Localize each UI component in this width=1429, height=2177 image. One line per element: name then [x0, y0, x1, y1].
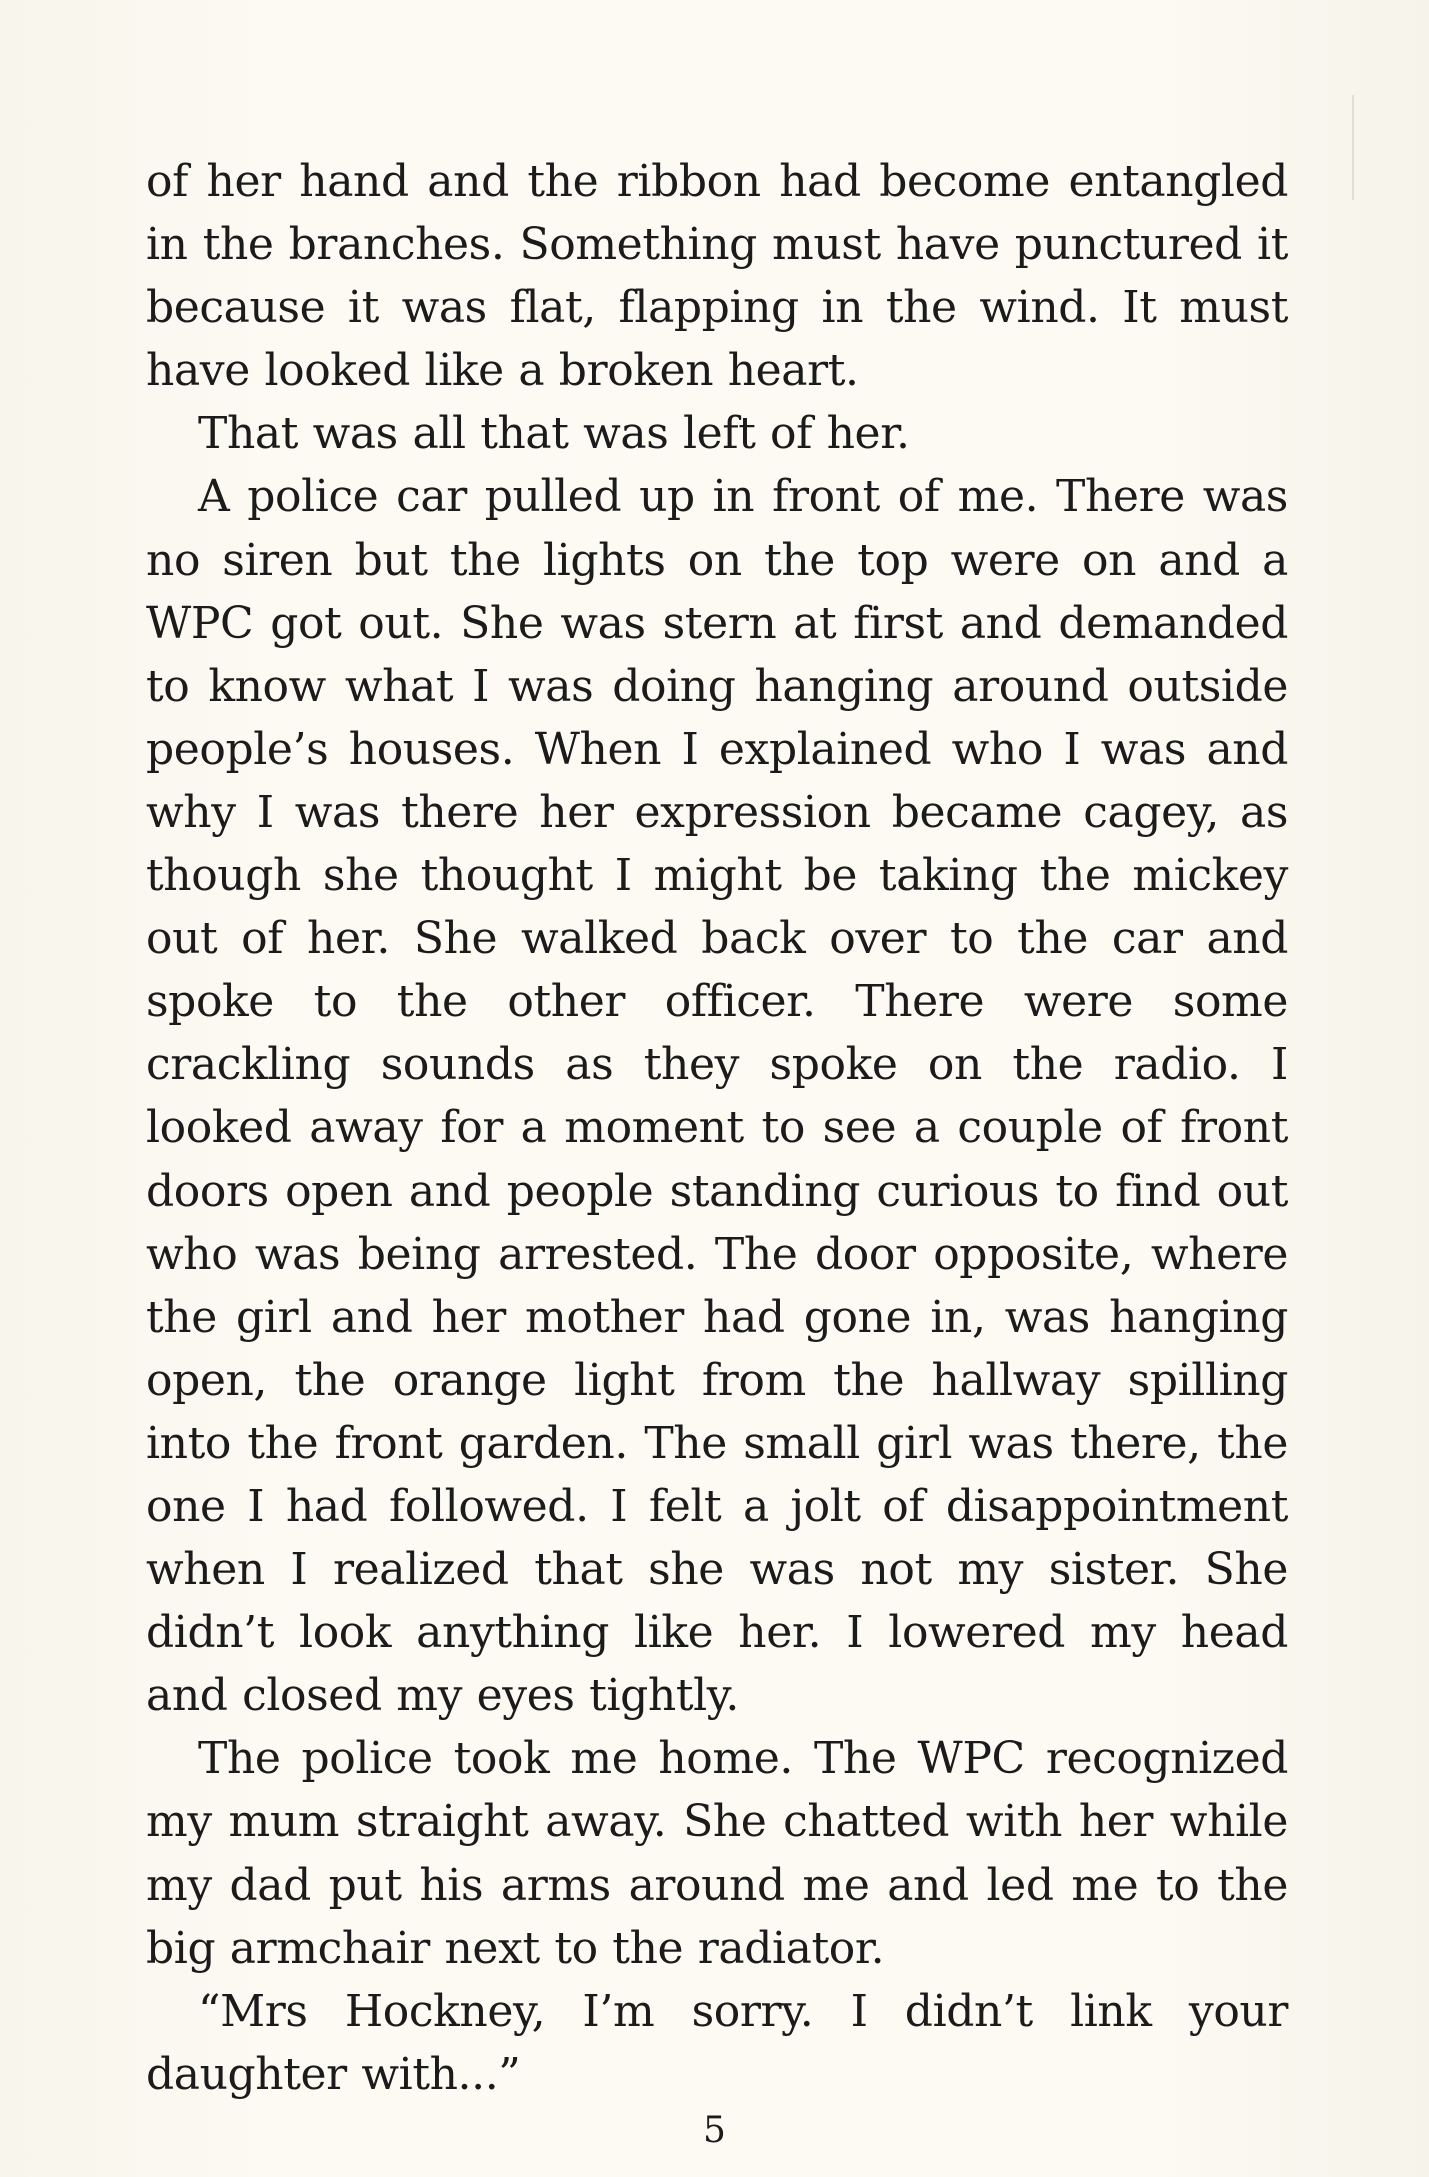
paragraph-4: The police took me home. The WPC recognized my mum straight away. She chatted with her while my dad put his arms around me and led me to the big armchair next to the radiator.	[146, 1733, 1288, 1974]
page-edge-shadow	[1352, 95, 1354, 200]
page-number: 5	[703, 2110, 726, 2151]
body-text	[146, 150, 1288, 2106]
paragraph-5: “Mrs Hockney, I’m sorry. I didn’t link your daughter with...”	[146, 1985, 1288, 2100]
paragraph-2: That was all that was left of her.	[198, 408, 910, 460]
paragraph-3: A police car pulled up in front of me. There was no siren but the lights on the top were on and a WPC got out. She was stern at first and demanded to know what I was doing hanging around outside people’s houses. When I explained who I was and why I was there her expression became cagey, as though she thought I might be taking the mickey out of her. She walked back over to the car and spoke to the other officer. There were some crackling sounds as they spoke on the radio. I looked away for a moment to see a couple of front doors open and people standing curious to find out who was being arrested. The door opposite, where the girl and her mother had gone in, was hanging open, the orange light from the hallway spilling into the front garden. The small girl was there, the one I had followed. I felt a jolt of disappointment when I realized that she was not my sister. She didn’t look anything like her. I lowered my head and closed my eyes tightly.	[146, 471, 1288, 1722]
paragraph-1: of her hand and the ribbon had become entangled in the branches. Something must have punctured it because it was flat, flapping in the wind. It must have looked like a broken heart.	[146, 156, 1288, 397]
